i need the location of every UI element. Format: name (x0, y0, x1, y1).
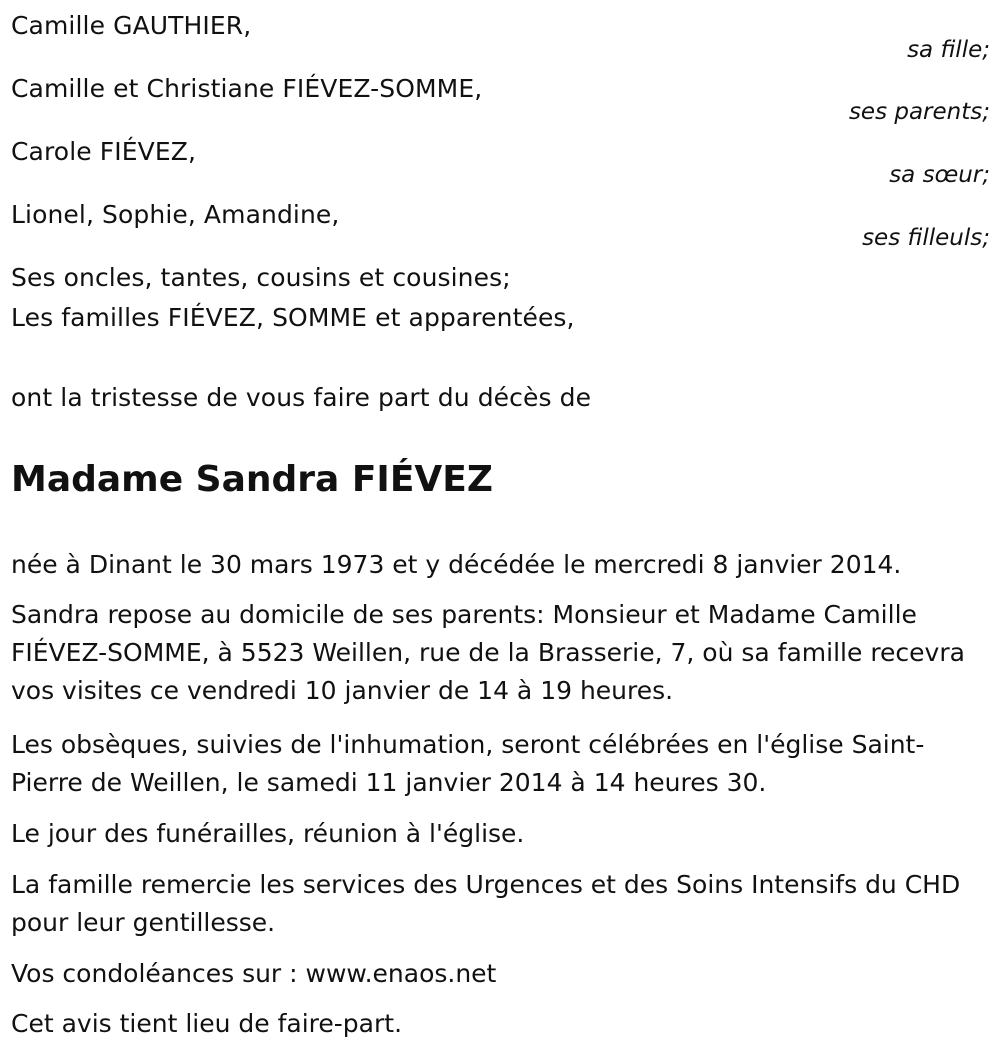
family-member-name: Carole FIÉVEZ, (11, 137, 196, 166)
condolences-paragraph: Vos condoléances sur : www.enaos.net (11, 959, 497, 988)
announcement-text: ont la tristesse de vous faire part du décès de (11, 383, 592, 412)
funeral-paragraph: Les obsèques, suivies de l'inhumation, seront célébrées en l'église Saint-Pierre de Weillen, le samedi 11 janvier 2014 à 14 heures 30. (11, 730, 925, 797)
visit-paragraph: Sandra repose au domicile de ses parents: Monsieur et Madame Camille FIÉVEZ-SOMME, à 5523 Weillen, rue de la Brasserie, 7, où sa famille recevra vos visites ce vendredi 10 janvier de 14 à 19 heures. (11, 600, 965, 705)
relatives-line: Les familles FIÉVEZ, SOMME et apparentées, (11, 303, 575, 332)
thanks-paragraph: La famille remercie les services des Urgences et des Soins Intensifs du CHD pour leur gentillesse. (11, 870, 961, 937)
notice-paragraph: Cet avis tient lieu de faire-part. (11, 1009, 403, 1038)
obituary-notice (11, 0, 990, 1058)
birth-paragraph: née à Dinant le 30 mars 1973 et y décédée le mercredi 8 janvier 2014. (11, 550, 902, 579)
family-member-relation: sa fille; (907, 37, 990, 63)
meeting-paragraph: Le jour des funérailles, réunion à l'église. (11, 819, 525, 848)
family-member-name: Camille et Christiane FIÉVEZ-SOMME, (11, 74, 483, 103)
family-member-name: Camille GAUTHIER, (11, 11, 252, 40)
family-member-relation: ses parents; (848, 99, 990, 125)
family-member-name: Lionel, Sophie, Amandine, (11, 200, 340, 229)
family-member-relation: ses filleuls; (862, 225, 990, 251)
family-member-relation: sa sœur; (889, 162, 990, 188)
deceased-name: Madame Sandra FIÉVEZ (11, 459, 493, 500)
relatives-line: Ses oncles, tantes, cousins et cousines; (11, 263, 511, 292)
